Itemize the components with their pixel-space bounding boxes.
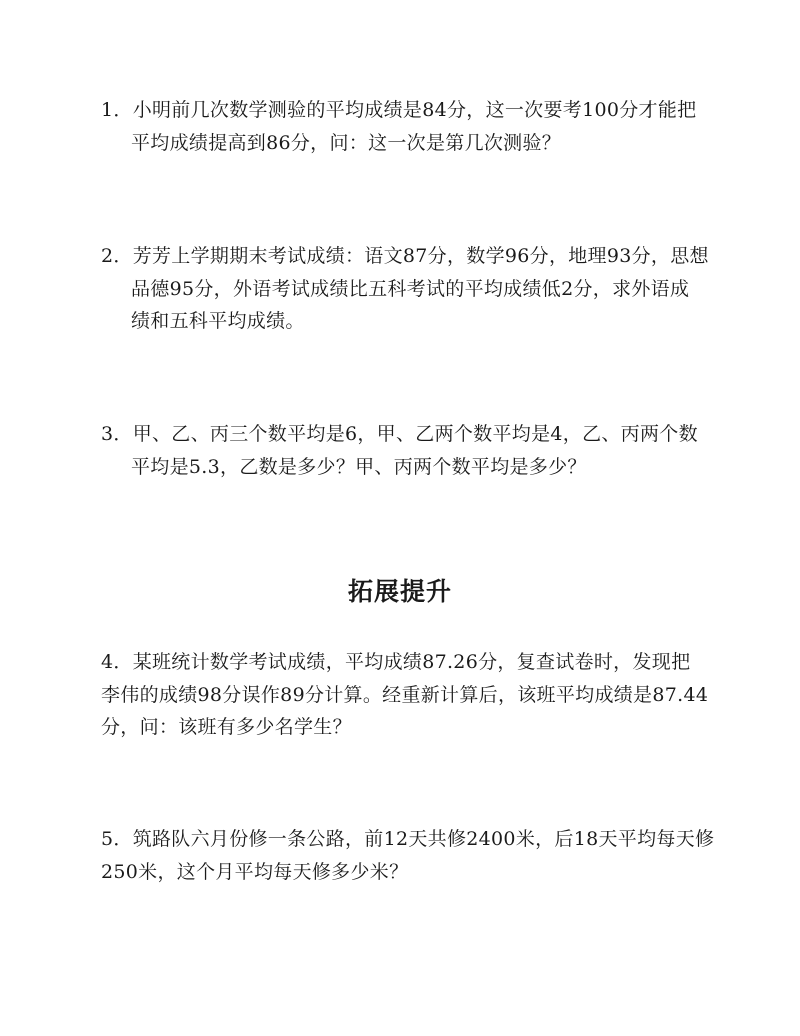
section-title: 拓展提升 — [347, 577, 452, 606]
problem-1-line-1: 1．小明前几次数学测验的平均成绩是84分，这一次要考100分才能把 — [101, 99, 697, 121]
problem-3 — [101, 418, 711, 483]
problem-1 — [101, 94, 711, 159]
problem-4-line-1: 4．某班统计数学考试成绩，平均成绩87.26分，复查试卷时，发现把 — [101, 651, 691, 673]
problem-5 — [101, 823, 715, 888]
problem-5-line-2: 250米，这个月平均每天修多少米？ — [101, 860, 409, 883]
problem-2-line-2: 品德95分，外语考试成绩比五科考试的平均成绩低2分，求外语成 — [131, 277, 690, 300]
problem-3-line-2: 平均是5.3，乙数是多少？甲、丙两个数平均是多少？ — [131, 455, 587, 478]
problem-5-line-1: 5．筑路队六月份修一条公路，前12天共修2400米，后18天平均每天修 — [101, 828, 715, 850]
problem-2 — [101, 240, 711, 338]
problem-2-line-1: 2．芳芳上学期期末考试成绩：语文87分，数学96分，地理93分，思想 — [101, 245, 709, 267]
problem-3-line-1: 3．甲、乙、丙三个数平均是6，甲、乙两个数平均是4，乙、丙两个数 — [101, 423, 698, 445]
problem-2-line-3: 绩和五科平均成绩。 — [131, 310, 305, 332]
problem-4-line-3: 分，问：该班有多少名学生？ — [101, 716, 352, 738]
problem-4 — [101, 646, 711, 744]
problem-4-line-2: 李伟的成绩98分误作89分计算。经重新计算后，该班平均成绩是87.44 — [101, 683, 709, 706]
problem-1-line-2: 平均成绩提高到86分，问：这一次是第几次测验？ — [131, 131, 562, 154]
